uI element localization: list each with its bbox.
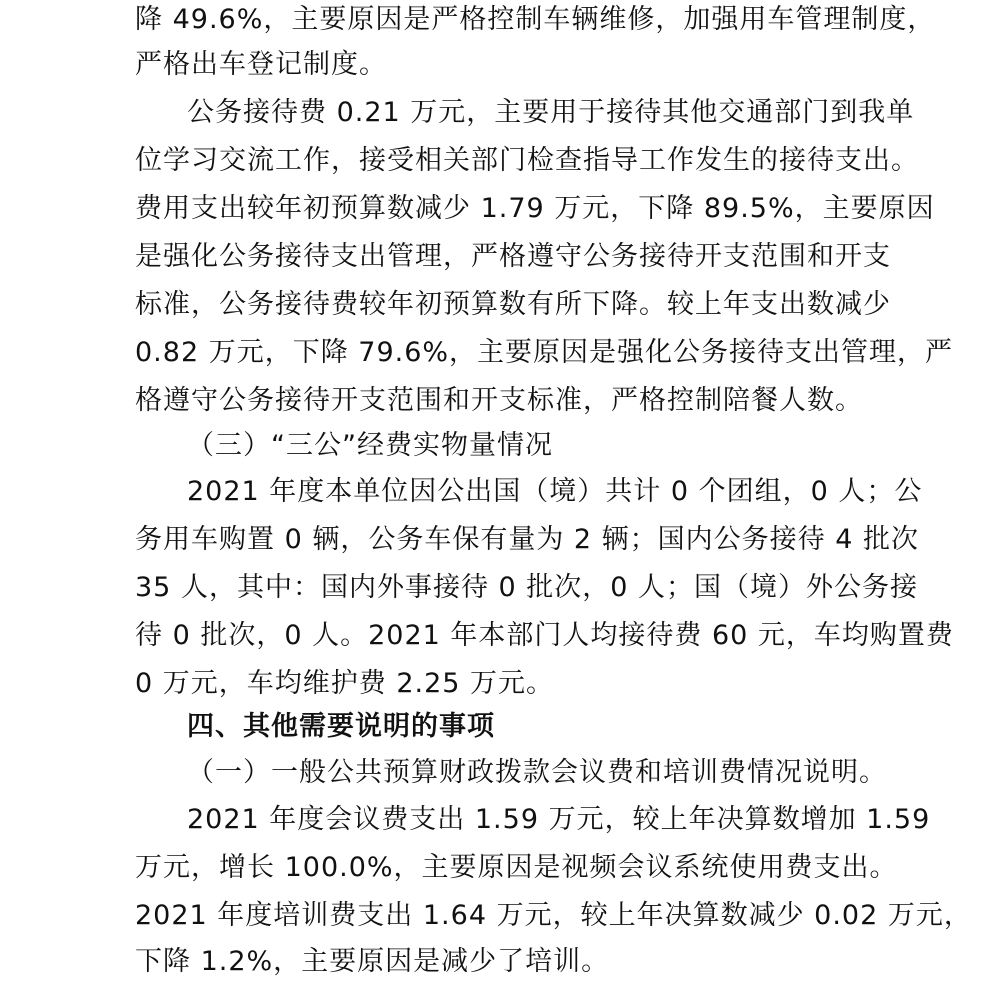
section-subheading: （三）“三公”经费实物量情况 xyxy=(187,430,553,461)
text-line: 0.82 万元，下降 79.6%，主要原因是强化公务接待支出管理，严 xyxy=(135,337,954,368)
section-heading: 四、其他需要说明的事项 xyxy=(187,711,495,742)
text-line: 2021 年度会议费支出 1.59 万元，较上年决算数增加 1.59 xyxy=(187,804,931,835)
text-line: 降 49.6%，主要原因是严格控制车辆维修，加强用车管理制度， xyxy=(135,4,936,35)
text-line: 2021 年度培训费支出 1.64 万元，较上年决算数减少 0.02 万元， xyxy=(135,900,972,931)
text-line: 2021 年度本单位因公出国（境）共计 0 个团组，0 人；公 xyxy=(187,476,923,507)
text-line: 待 0 批次，0 人。2021 年本部门人均接待费 60 元，车均购置费 xyxy=(135,620,954,651)
text-line: 公务接待费 0.21 万元，主要用于接待其他交通部门到我单 xyxy=(187,97,915,128)
text-line: 万元，增长 100.0%，主要原因是视频会议系统使用费支出。 xyxy=(135,852,898,883)
text-line: 费用支出较年初预算数减少 1.79 万元，下降 89.5%，主要原因 xyxy=(135,193,935,224)
text-line: 0 万元，车均维护费 2.25 万元。 xyxy=(135,668,555,699)
text-line: 35 人，其中：国内外事接待 0 批次，0 人；国（境）外公务接 xyxy=(135,572,919,603)
text-line: 是强化公务接待支出管理，严格遵守公务接待开支范围和开支 xyxy=(135,241,891,272)
text-line: 格遵守公务接待开支范围和开支标准，严格控制陪餐人数。 xyxy=(135,385,863,416)
section-subheading: （一）一般公共预算财政拨款会议费和培训费情况说明。 xyxy=(187,757,887,788)
text-line: 下降 1.2%，主要原因是减少了培训。 xyxy=(135,946,610,977)
text-line: 标准，公务接待费较年初预算数有所下降。较上年支出数减少 xyxy=(135,289,891,320)
text-line: 严格出车登记制度。 xyxy=(135,49,387,80)
text-line: 务用车购置 0 辆，公务车保有量为 2 辆；国内公务接待 4 批次 xyxy=(135,524,920,555)
text-line: 位学习交流工作，接受相关部门检查指导工作发生的接待支出。 xyxy=(135,145,919,176)
